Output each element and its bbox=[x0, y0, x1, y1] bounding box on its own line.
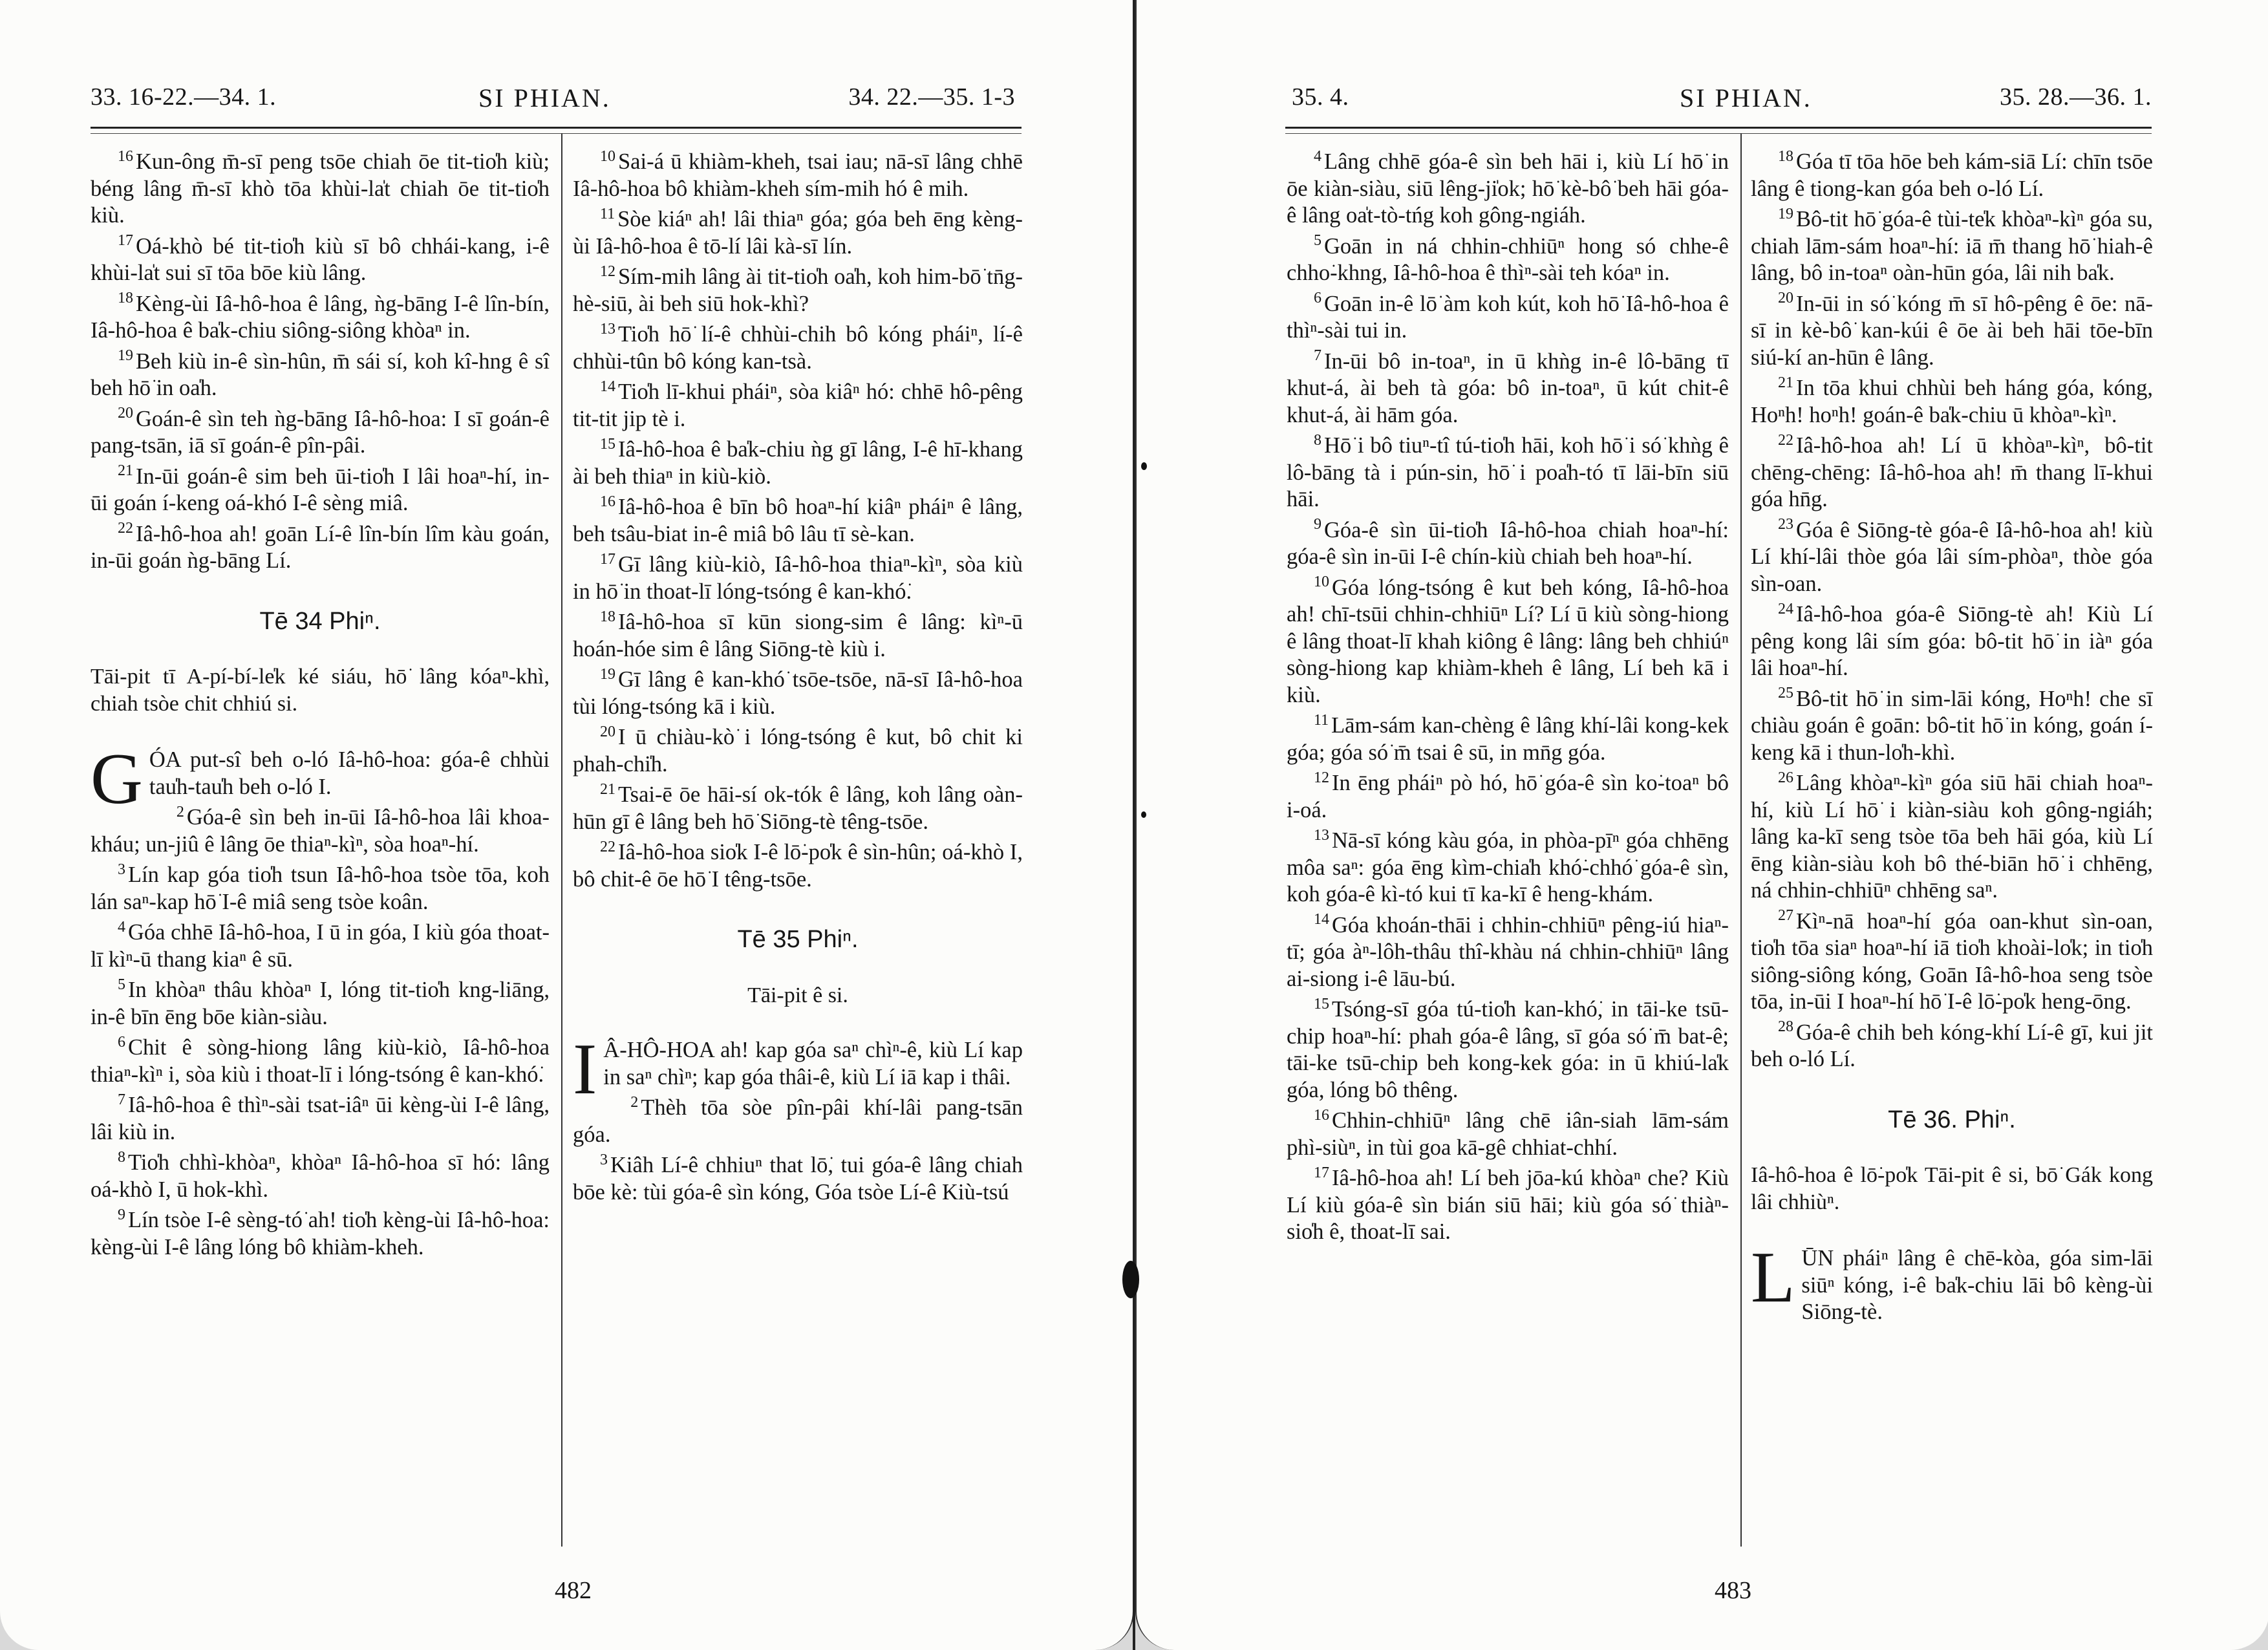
verse-text: Tio̍h hō͘ lí-ê chhùi-chih bô kóng pháiⁿ, lí-ê chhùi-tûn bô kóng kan-tsà. bbox=[573, 322, 1023, 374]
verse-number: 14 bbox=[1314, 911, 1329, 928]
verse-number: 3 bbox=[600, 1151, 608, 1168]
verse bbox=[1287, 770, 1729, 824]
verse-number: 20 bbox=[600, 723, 615, 740]
left-page-header-ref-end: 34. 22.—35. 1-3 bbox=[848, 83, 1015, 111]
opening-verse bbox=[91, 739, 550, 819]
verse-number: 20 bbox=[118, 405, 133, 422]
verse bbox=[91, 1034, 550, 1088]
verse bbox=[1751, 149, 2153, 202]
verse-number: 22 bbox=[1778, 431, 1793, 449]
verse-number: 11 bbox=[1314, 711, 1329, 729]
verse-number: 24 bbox=[1778, 600, 1793, 617]
right-column-divider bbox=[1740, 133, 1742, 1547]
verse-text: Góa ê Siōng-tè góa-ê Iâ-hô-hoa ah! kiù Lí khí-lâi thòe góa lâi sím-phòaⁿ, thòe góa sìn-oan. bbox=[1751, 517, 2153, 596]
verse-text: Lām-sám kan-chèng ê lâng khí-lâi kong-kek góa; góa só͘ m̄ tsai ê sū, in mn̄g góa. bbox=[1287, 713, 1729, 765]
verse-text: Chit ê sòng-hiong lâng kiù-kiò, Iâ-hô-hoa thiaⁿ-kìⁿ i, sòa kiù i thoat-lī i lóng-tsóng ê kan-khó͘. bbox=[91, 1035, 550, 1087]
verse-number: 16 bbox=[1314, 1106, 1329, 1124]
right-header-rule bbox=[1285, 127, 2152, 129]
drop-cap: G bbox=[91, 739, 143, 819]
verse bbox=[91, 233, 550, 287]
verse-text: Sòe kiáⁿ ah! lâi thiaⁿ góa; góa beh ēng kèng-ùi Iâ-hô-hoa ê tō-lí lâi kà-sī lín. bbox=[573, 207, 1023, 259]
verse-text: Iâ-hô-hoa sio̍k I-ê lō͘-po̍k ê sìn-hûn; oá-khò I, bô chit-ê ōe hō͘ I têng-tsōe. bbox=[573, 840, 1023, 892]
verse bbox=[573, 379, 1023, 433]
verse-text: Lâng chhē góa-ê sìn beh hāi i, kiù Lí hō͘ in ōe kiàn-siàu, siū lêng-ji̍ok; hō͘ kè-bô͘ beh hāi góa-ê lâng oa̍t-tò-tńg koh gông-ngiáh. bbox=[1287, 149, 1729, 228]
verse-text: Iâ-hô-hoa ah! goān Lí-ê lîn-bín lîm kàu goán, in-ūi goán ǹg-bāng Lí. bbox=[91, 521, 550, 573]
verse bbox=[1287, 1108, 1729, 1161]
verse bbox=[1287, 149, 1729, 230]
right-page-column-2 bbox=[1751, 149, 2153, 1553]
verse-text: Goán-ê sìn teh ǹg-bāng Iâ-hô-hoa: I sī goán-ê pang-tsān, iā sī goán-ê pîn-pâi. bbox=[91, 406, 550, 458]
verse-text: Kun-ông m̄-sī peng tsōe chiah ōe tit-tio̍h kiù; béng lâng m̄-sī khò tōa khùi-la̍t chiah ōe tit-tio̍h kiù. bbox=[91, 149, 550, 228]
left-page-header bbox=[91, 83, 1015, 122]
verse-text: Iâ-hô-hoa ê thìⁿ-sài tsat-iâⁿ ūi kèng-ùi I-ê lâng, lâi kiù in. bbox=[91, 1093, 550, 1144]
verse-number: 11 bbox=[600, 205, 615, 222]
verse bbox=[1287, 433, 1729, 513]
verse-number: 12 bbox=[1314, 769, 1329, 786]
verse-text: Lâng khòaⁿ-kìⁿ góa siū hāi chiah hoaⁿ-hí, kiù Lí hō͘ i kiàn-siàu koh gông-ngiáh; lâng ka-kī seng tsòe tōa beh hāi góa, kiù Lí ēng kiàn-siàu koh bô thé-biān hō͘ i chhēng, ná chhin-chhiūⁿ chhēng saⁿ. bbox=[1751, 771, 2153, 903]
verse-text: Góa khoán-thāi i chhin-chhiūⁿ pêng-iú hiaⁿ-tī; góa àⁿ-lôh-thâu thî-khàu ná chhin-chhiūⁿ lâng ai-siong i-ê lāu-bú. bbox=[1287, 912, 1729, 991]
verse-text: Kìⁿ-nā hoaⁿ-hí góa oan-khut sìn-oan, tio̍h tōa siaⁿ hoaⁿ-hí iā tio̍h khoài-lo̍k; in tio̍h siông-siông kóng, Goān Iâ-hô-hoa seng tsòe tōa, in-ūi I hoaⁿ-hí hō͘ I-ê lō͘-po̍k heng-ōng. bbox=[1751, 908, 2153, 1014]
verse-number: 8 bbox=[118, 1148, 125, 1166]
verse-number: 6 bbox=[1314, 290, 1321, 306]
verse-number: 19 bbox=[118, 347, 133, 364]
verse-text: I ū chiàu-kò͘ i lóng-tsóng ê kut, bô chit ki phah-chi̍h. bbox=[573, 725, 1023, 777]
verse bbox=[1287, 233, 1729, 287]
verse-text: Iâ-hô-hoa ah! Lí beh jōa-kú khòaⁿ che? Kiù Lí kiù góa-ê sìn bián siū hāi; kiù góa só͘ thiàⁿ-sio̍h ê, thoat-lī sai. bbox=[1287, 1166, 1729, 1244]
verse-number: 4 bbox=[1314, 149, 1321, 165]
verse-text: Tsóng-sī góa tú-tio̍h kan-khó͘, in tāi-ke tsū-chip hoaⁿ-hí: phah góa-ê lâng, sī góa só͘ m̄ bat-ê; tāi-ke tsū-chip beh kong-kek góa: in ū khiú-la̍k góa, lóng bô thêng. bbox=[1287, 997, 1729, 1102]
left-page-header-ref-start: 33. 16-22.—34. 1. bbox=[91, 83, 277, 111]
verse-text: Tio̍h chhì-khòaⁿ, khòaⁿ Iâ-hô-hoa sī hó: lâng oá-khò I, ū hok-khì. bbox=[91, 1150, 550, 1202]
verse-text: Beh kiù in-ê sìn-hûn, m̄ sái sí, koh kî-hng ê sî beh hō͘ in oa̍h. bbox=[91, 348, 550, 400]
psalm-superscription: Tāi-pit ê si. bbox=[747, 983, 848, 1007]
verse-text: In-ūi bô in-toaⁿ, in ū khǹg in-ê lô-bāng tī khut-á, ài beh tà góa: bô in-toaⁿ, ū kút chit-ê khut-á, ài hām góa. bbox=[1287, 348, 1729, 427]
verse-text: Tsai-ē ōe hāi-sí ok-tók ê lâng, koh lâng oàn-hūn gī ê lâng beh hō͘ Siōng-tè têng-tsōe. bbox=[573, 782, 1023, 834]
verse bbox=[1287, 996, 1729, 1104]
verse-text: Thèh tōa sòe pîn-pâi khí-lâi pang-tsān góa. bbox=[573, 1095, 1023, 1147]
verse-text: Iâ-hô-hoa sī kūn siong-sim ê lâng: kìⁿ-ū hoán-hóe sim ê lâng Siōng-tè kiù i. bbox=[573, 610, 1023, 661]
opening-verse-text: ŪN pháiⁿ lâng ê chē-kòa, góa sim-lāi siūⁿ kóng, i-ê ba̍k-chiu lāi bô kèng-ùi Siōng-tè. bbox=[1801, 1246, 2153, 1324]
verse bbox=[1751, 686, 2153, 767]
verse bbox=[573, 552, 1023, 605]
verse-text: Gī lâng ê kan-khó͘ tsōe-tsōe, nā-sī Iâ-hô-hoa tùi lóng-tsóng kā i kiù. bbox=[573, 667, 1023, 719]
verse-text: Goān in-ê lō͘ àm koh kút, koh hō͘ Iâ-hô-hoa ê thìⁿ-sài tui in. bbox=[1287, 291, 1729, 343]
verse-text: Hō͘ i bô tiuⁿ-tî tú-tio̍h hāi, koh hō͘ i só͘ khǹg ê lô-bāng tà i pún-sin, hō͘ i poa̍h-tó tī lāi-bīn siū hāi. bbox=[1287, 433, 1729, 511]
verse bbox=[1287, 828, 1729, 908]
verse-number: 13 bbox=[1314, 826, 1329, 844]
verse bbox=[1287, 1165, 1729, 1246]
verse-text: In-ūi goán-ê sim beh ūi-tio̍h I lâi hoaⁿ-hí, in-ūi goán í-keng oá-khó I-ê sèng miâ. bbox=[91, 464, 550, 515]
verse-number: 7 bbox=[1314, 347, 1321, 364]
verse-number: 18 bbox=[600, 608, 615, 625]
verse bbox=[1751, 601, 2153, 682]
verse-text: Góa tī tōa hōe beh kám-siā Lí: chīn tsōe lâng ê tiong-kan góa beh o-ló Lí. bbox=[1751, 149, 2153, 201]
verse-text: Góa chhē Iâ-hô-hoa, I ū in góa, I kiù góa thoat-lī kìⁿ-ū thang kiaⁿ ê sū. bbox=[91, 920, 550, 972]
verse-text: Bô-tit hō͘ góa-ê tùi-te̍k khòaⁿ-kìⁿ góa su, chiah lām-sám hoaⁿ-hí: iā m̄ thang hō͘ hiah-ê lâng, bô in-toaⁿ oàn-hūn góa, lâi nih ba̍k. bbox=[1751, 207, 2153, 285]
verse bbox=[1751, 908, 2153, 1016]
verse-number: 21 bbox=[1778, 374, 1793, 391]
verse bbox=[1751, 517, 2153, 598]
verse bbox=[1287, 712, 1729, 766]
verse-text: Lín kap góa tio̍h tsun Iâ-hô-hoa tsòe tōa, koh lán saⁿ-kap hō͘ I-ê miâ seng tsòe koân. bbox=[91, 862, 550, 914]
verse-number: 18 bbox=[1778, 149, 1793, 165]
verse-text: In ēng pháiⁿ pò hó, hō͘ góa-ê sìn ko͘-toaⁿ bô i-oá. bbox=[1287, 771, 1729, 822]
verse-text: Góa-ê sìn beh in-ūi Iâ-hô-hoa lâi khoa-kháu; un-jiû ê lâng ōe thiaⁿ-kìⁿ, sòa hoaⁿ-hí. bbox=[91, 805, 550, 857]
psalm-superscription: Iâ-hô-hoa ê lō͘-po̍k Tāi-pit ê si, bō͘ Gák kong lâi chhiùⁿ. bbox=[1751, 1163, 2153, 1214]
verse bbox=[91, 348, 550, 402]
verse bbox=[1751, 433, 2153, 513]
verse bbox=[1751, 375, 2153, 429]
verse bbox=[1287, 291, 1729, 345]
verse-number: 17 bbox=[1314, 1164, 1329, 1181]
verse bbox=[573, 494, 1023, 548]
verse-number: 2 bbox=[630, 1093, 639, 1111]
verse bbox=[573, 839, 1023, 893]
verse-number: 4 bbox=[118, 918, 125, 936]
right-page-header-ref-start: 35. 4. bbox=[1292, 83, 1349, 111]
opening-verse bbox=[573, 1029, 1023, 1109]
left-page-number: 482 bbox=[555, 1577, 592, 1604]
verse-number: 27 bbox=[1778, 907, 1793, 924]
verse bbox=[91, 464, 550, 517]
ink-blot bbox=[1122, 1261, 1139, 1298]
verse-text: Tio̍h lī-khui pháiⁿ, sòa kiâⁿ hó: chhē hô-pêng tit-tit jip tè i. bbox=[573, 380, 1023, 431]
right-page-header-ref-end: 35. 28.—36. 1. bbox=[2000, 83, 2152, 111]
verse-number: 18 bbox=[118, 290, 133, 306]
verse bbox=[91, 1207, 550, 1261]
verse bbox=[573, 321, 1023, 375]
left-page-column-1 bbox=[91, 149, 550, 1553]
verse-text: Lín tsòe I-ê sèng-tó͘ ah! tio̍h kèng-ùi Iâ-hô-hoa: kèng-ùi I-ê lâng lóng bô khiàm-kheh. bbox=[91, 1208, 550, 1259]
verse-number: 5 bbox=[118, 976, 125, 993]
verse bbox=[573, 1095, 1023, 1148]
verse-text: Gī lâng kiù-kiò, Iâ-hô-hoa thiaⁿ-kìⁿ, sòa kiù in hō͘ in thoat-lī lóng-tsóng ê kan-khó͘. bbox=[573, 552, 1023, 604]
chapter-heading: Tē 36. Phiⁿ. bbox=[1888, 1106, 2016, 1133]
verse-number: 10 bbox=[600, 149, 615, 165]
chapter-heading: Tē 34 Phiⁿ. bbox=[259, 607, 381, 635]
verse-text: Iâ-hô-hoa góa-ê Siōng-tè ah! Kiù Lí pêng kong lâi sím góa: bô-tit hō͘ in iàⁿ góa lâi hoaⁿ-hí. bbox=[1751, 602, 2153, 680]
verse-number: 17 bbox=[600, 550, 615, 568]
psalm-superscription: Tāi-pit tī A-pí-bí-le̍k ké siáu, hō͘ lâng kóaⁿ-khì, chiah tsòe chit chhiú si. bbox=[91, 665, 550, 716]
verse-number: 23 bbox=[1778, 516, 1793, 533]
verse bbox=[573, 1152, 1023, 1206]
verse-number: 16 bbox=[600, 493, 615, 510]
verse bbox=[1751, 206, 2153, 287]
left-header-rule bbox=[91, 127, 1022, 129]
verse-text: Iâ-hô-hoa ê bīn bô hoaⁿ-hí kiâⁿ pháiⁿ ê lâng, beh tsâu-biat in-ê miâ bô lâu tī sè-kan. bbox=[573, 495, 1023, 546]
verse-number: 15 bbox=[600, 435, 615, 453]
verse-number: 8 bbox=[1314, 431, 1321, 449]
left-page-column-2 bbox=[573, 149, 1023, 1553]
verse-number: 21 bbox=[118, 462, 133, 479]
verse-text: Kèng-ùi Iâ-hô-hoa ê lâng, ǹg-bāng I-ê lîn-bín, Iâ-hô-hoa ê ba̍k-chiu siông-siông khòaⁿ in. bbox=[91, 291, 550, 343]
verse-number: 2 bbox=[176, 803, 184, 820]
verse-text: Sai-á ū khiàm-kheh, tsai iau; nā-sī lâng chhē Iâ-hô-hoa bô khiàm-kheh sím-mih hó ê mih. bbox=[573, 149, 1023, 201]
verse bbox=[573, 149, 1023, 202]
opening-verse bbox=[1751, 1238, 2153, 1326]
verse-text: Iâ-hô-hoa ah! Lí ū khòaⁿ-kìⁿ, bô-tit chēng-chēng: Iâ-hô-hoa ah! m̄ thang lī-khui góa hn̄g. bbox=[1751, 433, 2153, 511]
verse bbox=[91, 406, 550, 460]
verse-text: Goān in ná chhin-chhiūⁿ hong só chhe-ê chho͘-khng, Iâ-hô-hoa ê thìⁿ-sài teh kóaⁿ in. bbox=[1287, 233, 1729, 285]
verse bbox=[1287, 575, 1729, 709]
right-page-header bbox=[1292, 83, 2152, 122]
verse-number: 22 bbox=[118, 520, 133, 537]
verse-number: 14 bbox=[600, 378, 615, 395]
verse-text: Chhin-chhiūⁿ lâng chē iân-siah lām-sám phì-siùⁿ, in tùi goa kā-gê chhiat-chhí. bbox=[1287, 1108, 1729, 1160]
right-page-header-title: SI PHIAN. bbox=[1680, 83, 1812, 112]
verse-number: 13 bbox=[600, 320, 615, 338]
verse-number: 9 bbox=[118, 1206, 125, 1223]
verse-number: 5 bbox=[1314, 232, 1321, 249]
verse bbox=[573, 609, 1023, 663]
verse bbox=[91, 804, 550, 858]
verse-number: 16 bbox=[118, 149, 133, 165]
verse-text: Iâ-hô-hoa ê ba̍k-chiu ǹg gī lâng, I-ê hī-khang ài beh thiaⁿ in kiù-kiò. bbox=[573, 437, 1023, 489]
verse bbox=[91, 1092, 550, 1146]
verse-text: Oá-khò bé tit-tio̍h kiù sī bô chhái-kang, i-ê khùi-la̍t sui sī tōa bōe kiù lâng. bbox=[91, 233, 550, 285]
verse bbox=[1751, 291, 2153, 372]
verse-text: Bô-tit hō͘ in sim-lāi kóng, Hoⁿh! che sī chiàu goán ê goān: bô-tit hō͘ in kóng, goán í-keng kā i thun-lo̍h-khì. bbox=[1751, 686, 2153, 765]
verse-text: Góa-ê chih beh kóng-khí Lí-ê gī, kui jit beh o-ló Lí. bbox=[1751, 1020, 2153, 1071]
verse-number: 19 bbox=[1778, 205, 1793, 222]
ink-dot bbox=[1141, 462, 1147, 470]
left-header-rule-thin bbox=[91, 133, 1022, 134]
verse-number: 21 bbox=[600, 780, 615, 798]
verse bbox=[1751, 1020, 2153, 1073]
verse-number: 7 bbox=[118, 1091, 125, 1108]
verse bbox=[573, 782, 1023, 835]
right-page bbox=[1135, 0, 2268, 1650]
verse-text: Kiâh Lí-ê chhiuⁿ that lō͘, tui góa-ê lâng chiah bōe kè: tùi góa-ê sìn kóng, Góa tsòe Lí-ê Kiù-tsú bbox=[573, 1153, 1023, 1205]
opening-verse-text: ÓA put-sî beh o-ló Iâ-hô-hoa: góa-ê chhùi tau̍h-tau̍h beh o-ló I. bbox=[149, 747, 550, 799]
verse-text: In khòaⁿ thâu khòaⁿ I, lóng tit-tio̍h kng-liāng, in-ê bīn ēng bōe kiàn-siàu. bbox=[91, 978, 550, 1029]
drop-cap: I bbox=[573, 1029, 597, 1109]
verse bbox=[91, 977, 550, 1031]
verse bbox=[573, 436, 1023, 490]
right-page-column-1 bbox=[1287, 149, 1729, 1553]
verse bbox=[1287, 912, 1729, 993]
ink-dot bbox=[1141, 811, 1146, 818]
verse-text: In tōa khui chhùi beh háng góa, kóng, Hoⁿh! hoⁿh! goán-ê ba̍k-chiu ū khòaⁿ-kìⁿ. bbox=[1751, 376, 2153, 427]
opening-verse-text: Â-HÔ-HOA ah! kap góa saⁿ chìⁿ-ê, kiù Lí kap in saⁿ chìⁿ; kap góa thâi-ê, kiù Lí iā kap i thâi. bbox=[603, 1038, 1023, 1089]
verse bbox=[573, 724, 1023, 778]
verse-text: Nā-sī kóng kàu góa, in phòa-pīⁿ góa chhēng môa saⁿ: góa ēng kìm-chia̍h khó͘-chhó͘ góa-ê sìn, koh góa-ê kì-tó kui tī ka-kī ê heng-khám. bbox=[1287, 828, 1729, 906]
verse bbox=[91, 291, 550, 345]
verse bbox=[1751, 770, 2153, 905]
verse-number: 25 bbox=[1778, 685, 1793, 702]
verse-number: 22 bbox=[600, 838, 615, 855]
verse bbox=[91, 862, 550, 916]
verse-number: 3 bbox=[118, 861, 125, 878]
right-page-number: 483 bbox=[1715, 1577, 1751, 1604]
verse-number: 20 bbox=[1778, 290, 1793, 306]
verse-number: 26 bbox=[1778, 769, 1793, 786]
verse bbox=[573, 667, 1023, 720]
right-header-rule-thin bbox=[1285, 133, 2152, 134]
verse bbox=[573, 264, 1023, 317]
chapter-heading: Tē 35 Phiⁿ. bbox=[737, 926, 859, 953]
left-column-divider bbox=[561, 133, 562, 1547]
verse-number: 10 bbox=[1314, 573, 1329, 590]
verse-number: 28 bbox=[1778, 1018, 1793, 1035]
verse bbox=[1287, 517, 1729, 571]
verse bbox=[91, 1150, 550, 1203]
verse bbox=[573, 206, 1023, 260]
verse-number: 15 bbox=[1314, 995, 1329, 1012]
verse-text: Góa lóng-tsóng ê kut beh kóng, Iâ-hô-hoa ah! chī-tsūi chhin-chhiūⁿ Lí? Lí ū kiù sòng-hiong ê lâng thoat-lī khah kiông ê lâng: lâng beh chhiúⁿ sòng-hiong kap khiàm-kheh ê lâng, Lí beh kā i kiù. bbox=[1287, 575, 1729, 707]
verse-number: 19 bbox=[600, 665, 615, 683]
verse-number: 12 bbox=[600, 262, 615, 280]
drop-cap: L bbox=[1751, 1238, 1795, 1318]
verse-text: Sím-mih lâng ài tit-tio̍h oa̍h, koh him-bō͘ tn̄g-hè-siū, ài beh siū hok-khì? bbox=[573, 264, 1023, 316]
verse bbox=[91, 149, 550, 230]
verse-number: 6 bbox=[118, 1033, 125, 1051]
verse bbox=[91, 521, 550, 575]
verse-number: 17 bbox=[118, 232, 133, 249]
verse bbox=[1287, 348, 1729, 429]
verse-text: Góa-ê sìn ūi-tio̍h Iâ-hô-hoa chiah hoaⁿ-hí: góa-ê sìn in-ūi I-ê chín-kiù chiah beh hoaⁿ-hí. bbox=[1287, 517, 1729, 569]
verse-text: In-ūi in só͘ kóng m̄ sī hô-pêng ê ōe: nā-sī in kè-bô͘ kan-kúi ê ōe ài beh hāi tōe-bīn siú-kí an-hūn ê lâng. bbox=[1751, 291, 2153, 370]
verse bbox=[91, 919, 550, 973]
verse-number: 9 bbox=[1314, 516, 1321, 533]
left-page-header-title: SI PHIAN. bbox=[478, 83, 611, 112]
